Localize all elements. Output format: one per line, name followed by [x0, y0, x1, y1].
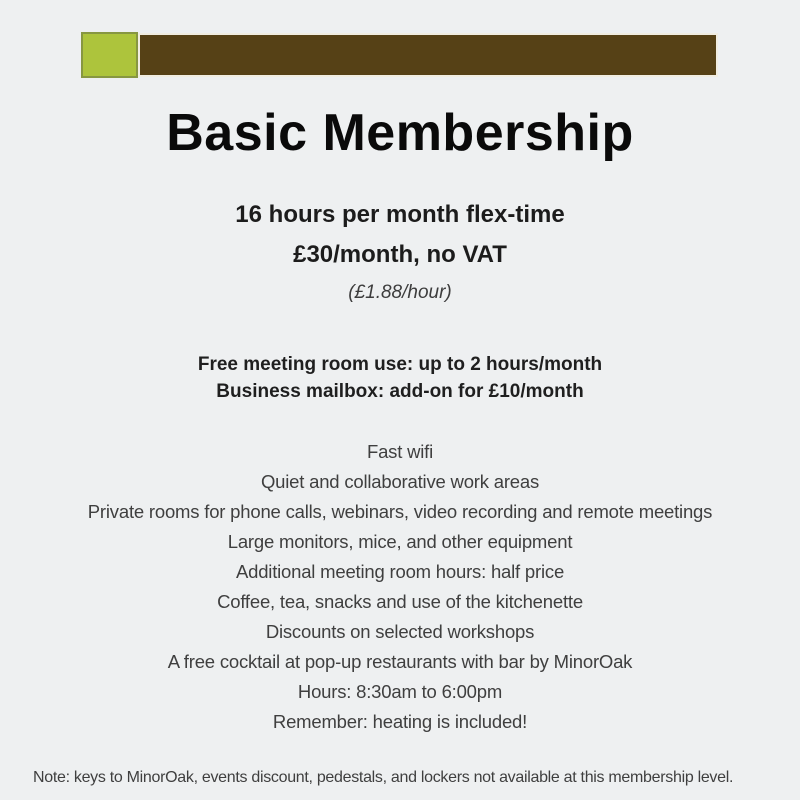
footnote: Note: keys to MinorOak, events discount, pedestals, and lockers not available at this membership level. — [33, 769, 734, 786]
feature-item: Additional meeting room hours: half price — [235, 561, 565, 582]
highlight-business-mailbox: Business mailbox: add-on for £10/month — [216, 381, 584, 402]
feature-item: Hours: 8:30am to 6:00pm — [297, 681, 503, 702]
feature-item: Remember: heating is included! — [272, 711, 528, 732]
feature-item: A free cocktail at pop-up restaurants with bar by MinorOak — [167, 651, 633, 672]
page-title: Basic Membership — [166, 104, 634, 162]
flex-time-line: 16 hours per month flex-time — [235, 201, 565, 228]
feature-item: Quiet and collaborative work areas — [260, 471, 540, 492]
feature-item: Fast wifi — [366, 441, 434, 462]
green-accent-square — [81, 32, 138, 78]
feature-item: Private rooms for phone calls, webinars, video recording and remote meetings — [87, 501, 713, 522]
brown-header-bar — [138, 33, 718, 77]
hourly-rate-line: (£1.88/hour) — [348, 282, 452, 303]
highlight-meeting-room: Free meeting room use: up to 2 hours/month — [197, 354, 603, 375]
feature-item: Large monitors, mice, and other equipment — [227, 531, 573, 552]
feature-item: Discounts on selected workshops — [265, 621, 535, 642]
decorative-header-bar — [81, 32, 718, 78]
features-list — [0, 437, 800, 737]
highlights-section — [0, 351, 800, 405]
price-line: £30/month, no VAT — [293, 241, 507, 268]
feature-item: Coffee, tea, snacks and use of the kitchenette — [217, 591, 583, 612]
